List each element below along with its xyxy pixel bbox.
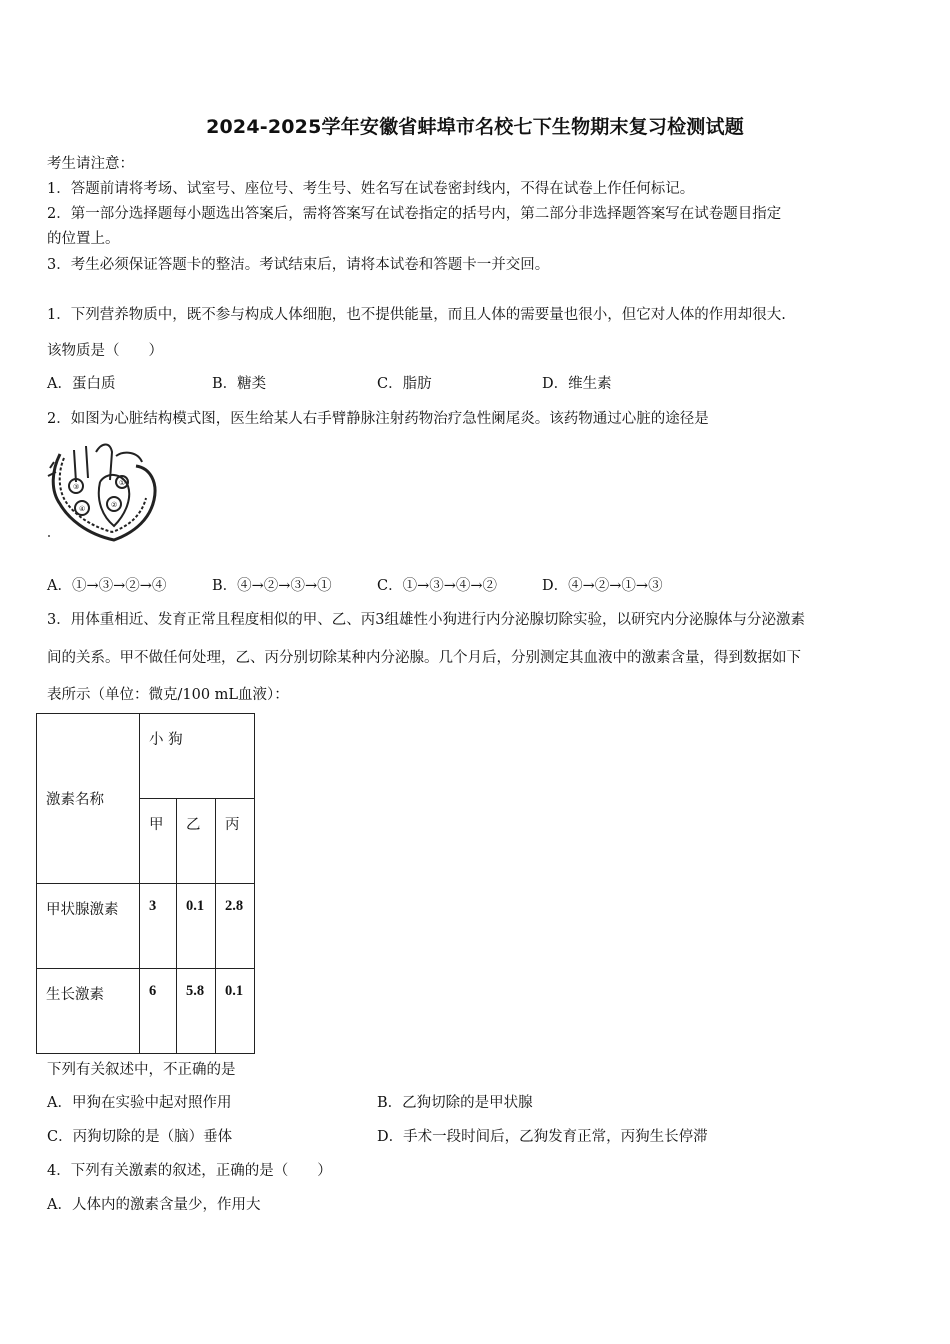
table-header-cell xyxy=(37,714,140,884)
table-value: 0.1 xyxy=(186,898,205,914)
table-value: 2.8 xyxy=(225,898,244,914)
column-header: 甲 xyxy=(149,817,164,833)
q1-option-d: D．维生素 xyxy=(542,376,612,392)
q3-option-c: C．丙狗切除的是（脑）垂体 xyxy=(47,1129,233,1145)
column-header: 丙 xyxy=(225,817,240,833)
column-header-cell xyxy=(216,799,255,884)
heart-diagram xyxy=(46,442,168,542)
q1-stem: 1．下列营养物质中，既不参与构成人体细胞，也不提供能量，而且人体的需要量也很小，但它对人体的作用却很大. xyxy=(47,307,786,323)
column-header-cell xyxy=(140,799,177,884)
table-cell xyxy=(216,884,255,969)
table-cell xyxy=(177,884,216,969)
group-header: 小 狗 xyxy=(149,732,183,748)
q2-option-b: B．④→②→③→① xyxy=(212,578,332,594)
table-value: 5.8 xyxy=(186,983,205,999)
q2-option-a: A．①→③→②→④ xyxy=(47,578,167,594)
table-cell xyxy=(37,969,140,1054)
q3-option-b: B．乙狗切除的是甲状腺 xyxy=(377,1095,533,1111)
page-title: 2024-2025学年安徽省蚌埠市名校七下生物期末复习检测试题 xyxy=(206,116,744,138)
table-cell xyxy=(140,969,177,1054)
svg-text:④: ④ xyxy=(79,505,86,513)
notice-item: 2．第一部分选择题每小题选出答案后，需将答案写在试卷指定的括号内，第二部分非选择题答案写在试卷题目指定 xyxy=(47,206,782,222)
q1-stem-cont: 该物质是（ ） xyxy=(47,343,163,359)
svg-text:①: ① xyxy=(119,479,126,487)
table-value: 0.1 xyxy=(225,983,244,999)
q1-option-c: C．脂肪 xyxy=(377,376,432,392)
group-header-cell xyxy=(140,714,255,799)
notice-item: 1．答题前请将考场、试室号、座位号、考生号、姓名写在试卷密封线内，不得在试卷上作任何标记。 xyxy=(47,181,695,197)
q3-option-d: D．手术一段时间后，乙狗发育正常，丙狗生长停滞 xyxy=(377,1129,708,1145)
q4-stem: 4．下列有关激素的叙述，正确的是（ ） xyxy=(47,1163,332,1179)
svg-text:③: ③ xyxy=(73,483,80,491)
notice-item: 3．考生必须保证答题卡的整洁。考试结束后，请将本试卷和答题卡一并交回。 xyxy=(47,257,550,273)
hormone-name: 生长激素 xyxy=(46,987,104,1003)
q2-option-d: D．④→②→①→③ xyxy=(542,578,663,594)
table-cell xyxy=(37,884,140,969)
q1-option-a: A．蛋白质 xyxy=(47,376,116,392)
table-value: 6 xyxy=(149,983,157,999)
table-row xyxy=(37,884,255,969)
notice-item: 的位置上。 xyxy=(47,231,120,247)
column-header: 乙 xyxy=(186,817,201,833)
q1-option-b: B．糖类 xyxy=(212,376,267,392)
hormone-name: 甲状腺激素 xyxy=(46,902,119,918)
table-cell xyxy=(177,969,216,1054)
table-value: 3 xyxy=(149,898,157,914)
q3-prompt: 下列有关叙述中，不正确的是 xyxy=(47,1062,236,1078)
table-row xyxy=(37,969,255,1054)
q3-stem: 3．用体重相近、发育正常且程度相似的甲、乙、丙3组雄性小狗进行内分泌腺切除实验，以研究内分泌腺体与分泌激素 xyxy=(47,612,805,628)
row-header: 激素名称 xyxy=(46,792,104,808)
q3-stem-unit: 表所示（单位：微克/100 mL血液）： xyxy=(47,687,289,703)
q3-stem-cont: 间的关系。甲不做任何处理，乙、丙分别切除某种内分泌腺。几个月后，分别测定其血液中的激素含量，得到数据如下 xyxy=(47,650,801,666)
column-header-cell xyxy=(177,799,216,884)
notice-heading: 考生请注意： xyxy=(47,156,134,172)
q4-option-a: A．人体内的激素含量少，作用大 xyxy=(47,1197,261,1213)
table-cell xyxy=(216,969,255,1054)
table-cell xyxy=(140,884,177,969)
svg-text:②: ② xyxy=(111,501,118,509)
q3-option-a: A．甲狗在实验中起对照作用 xyxy=(47,1095,232,1111)
q2-option-c: C．①→③→④→② xyxy=(377,578,498,594)
hormone-table xyxy=(36,713,255,1054)
q2-stem: 2．如图为心脏结构模式图，医生给某人右手臂静脉注射药物治疗急性阑尾炎。该药物通过心脏的途径是 xyxy=(47,411,709,427)
